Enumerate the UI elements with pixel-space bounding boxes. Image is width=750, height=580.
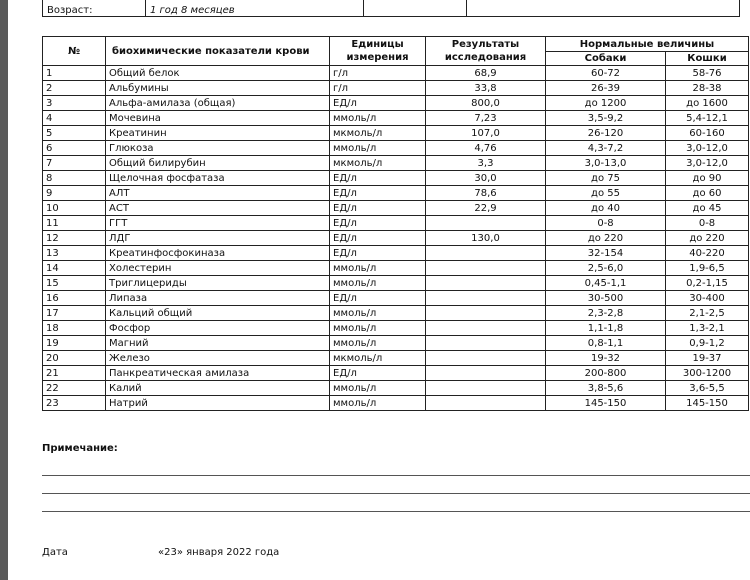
row-unit: ммоль/л [330, 141, 426, 156]
row-norm-cats: 40-220 [666, 246, 749, 261]
row-norm-dogs: 19-32 [546, 351, 666, 366]
row-unit: ЕД/л [330, 201, 426, 216]
row-norm-cats: 3,0-12,0 [666, 141, 749, 156]
row-number: 2 [43, 81, 106, 96]
table-row [43, 186, 749, 201]
row-indicator: Общий белок [106, 66, 330, 81]
age-row [43, 0, 740, 17]
row-norm-dogs: 3,0-13,0 [546, 156, 666, 171]
row-unit: мкмоль/л [330, 351, 426, 366]
row-result [426, 366, 546, 381]
row-result [426, 336, 546, 351]
row-norm-dogs: 0-8 [546, 216, 666, 231]
note-line [42, 511, 750, 512]
row-norm-cats: 0-8 [666, 216, 749, 231]
table-row [43, 171, 749, 186]
row-indicator: Общий билирубин [106, 156, 330, 171]
row-norm-cats: 0,2-1,15 [666, 276, 749, 291]
row-number: 9 [43, 186, 106, 201]
table-row [43, 321, 749, 336]
table-row [43, 126, 749, 141]
row-norm-dogs: 4,3-7,2 [546, 141, 666, 156]
row-result: 68,9 [426, 66, 546, 81]
row-indicator: Фосфор [106, 321, 330, 336]
row-indicator: Альбумины [106, 81, 330, 96]
date-value: «23» января 2022 года [158, 547, 280, 558]
row-indicator: Магний [106, 336, 330, 351]
row-unit: ЕД/л [330, 171, 426, 186]
row-number: 15 [43, 276, 106, 291]
row-norm-dogs: 3,8-5,6 [546, 381, 666, 396]
row-unit: ммоль/л [330, 306, 426, 321]
table-row [43, 276, 749, 291]
table-row [43, 66, 749, 81]
row-indicator: Липаза [106, 291, 330, 306]
table-row [43, 156, 749, 171]
row-result: 7,23 [426, 111, 546, 126]
row-number: 13 [43, 246, 106, 261]
biochemistry-table-body [43, 66, 749, 411]
row-result [426, 291, 546, 306]
table-row [43, 96, 749, 111]
biochemistry-table [42, 36, 749, 411]
row-result [426, 276, 546, 291]
row-result: 30,0 [426, 171, 546, 186]
row-result [426, 216, 546, 231]
row-unit: ЕД/л [330, 96, 426, 111]
row-number: 14 [43, 261, 106, 276]
row-norm-cats: до 45 [666, 201, 749, 216]
row-norm-cats: 145-150 [666, 396, 749, 411]
row-unit: ЕД/л [330, 246, 426, 261]
row-unit: ммоль/л [330, 111, 426, 126]
row-indicator: ЛДГ [106, 231, 330, 246]
row-number: 20 [43, 351, 106, 366]
row-norm-dogs: 32-154 [546, 246, 666, 261]
table-row [43, 261, 749, 276]
row-number: 22 [43, 381, 106, 396]
row-result [426, 396, 546, 411]
row-result [426, 381, 546, 396]
header-dogs: Собаки [546, 52, 666, 66]
row-number: 16 [43, 291, 106, 306]
row-result [426, 321, 546, 336]
row-number: 3 [43, 96, 106, 111]
table-row [43, 396, 749, 411]
row-norm-dogs: до 75 [546, 171, 666, 186]
table-row [43, 246, 749, 261]
row-norm-cats: 3,6-5,5 [666, 381, 749, 396]
row-number: 12 [43, 231, 106, 246]
row-norm-dogs: 1,1-1,8 [546, 321, 666, 336]
row-norm-dogs: 60-72 [546, 66, 666, 81]
row-number: 1 [43, 66, 106, 81]
row-indicator: Щелочная фосфатаза [106, 171, 330, 186]
row-norm-dogs: 200-800 [546, 366, 666, 381]
row-norm-cats: 0,9-1,2 [666, 336, 749, 351]
row-number: 11 [43, 216, 106, 231]
row-norm-cats: 19-37 [666, 351, 749, 366]
row-unit: ЕД/л [330, 291, 426, 306]
note-label: Примечание: [42, 443, 118, 454]
header-number: № [43, 37, 106, 66]
row-unit: ммоль/л [330, 276, 426, 291]
row-indicator: ГГТ [106, 216, 330, 231]
row-unit: ммоль/л [330, 336, 426, 351]
row-number: 6 [43, 141, 106, 156]
table-row [43, 81, 749, 96]
row-result: 130,0 [426, 231, 546, 246]
row-norm-cats: 28-38 [666, 81, 749, 96]
row-unit: ммоль/л [330, 396, 426, 411]
row-result: 4,76 [426, 141, 546, 156]
row-unit: ЕД/л [330, 366, 426, 381]
note-line [42, 475, 750, 476]
row-indicator: АЛТ [106, 186, 330, 201]
row-result: 22,9 [426, 201, 546, 216]
note-line [42, 493, 750, 494]
row-number: 19 [43, 336, 106, 351]
row-norm-dogs: 0,8-1,1 [546, 336, 666, 351]
table-row [43, 231, 749, 246]
header-indicator: биохимические показатели крови [106, 37, 330, 66]
row-norm-dogs: 3,5-9,2 [546, 111, 666, 126]
header-units: Единицы измерения [330, 37, 426, 66]
row-result [426, 306, 546, 321]
row-norm-cats: 3,0-12,0 [666, 156, 749, 171]
table-row [43, 291, 749, 306]
row-number: 21 [43, 366, 106, 381]
table-row [43, 366, 749, 381]
row-indicator: Натрий [106, 396, 330, 411]
table-row [43, 381, 749, 396]
row-unit: ЕД/л [330, 231, 426, 246]
row-result: 800,0 [426, 96, 546, 111]
row-norm-cats: до 90 [666, 171, 749, 186]
row-indicator: Железо [106, 351, 330, 366]
table-row [43, 351, 749, 366]
row-indicator: Панкреатическая амилаза [106, 366, 330, 381]
row-number: 10 [43, 201, 106, 216]
row-norm-cats: 1,3-2,1 [666, 321, 749, 336]
row-norm-cats: 5,4-12,1 [666, 111, 749, 126]
row-unit: мкмоль/л [330, 126, 426, 141]
row-norm-dogs: 0,45-1,1 [546, 276, 666, 291]
row-result [426, 351, 546, 366]
row-result: 33,8 [426, 81, 546, 96]
date-label: Дата [42, 547, 68, 558]
age-value: 1 год 8 месяцев [146, 0, 364, 17]
row-unit: г/л [330, 81, 426, 96]
document-page [8, 0, 750, 580]
table-row [43, 306, 749, 321]
age-label: Возраст: [43, 0, 146, 17]
header-cats: Кошки [666, 52, 749, 66]
row-result: 78,6 [426, 186, 546, 201]
row-norm-cats: 60-160 [666, 126, 749, 141]
row-indicator: Холестерин [106, 261, 330, 276]
row-indicator: Калий [106, 381, 330, 396]
row-norm-dogs: до 1200 [546, 96, 666, 111]
row-number: 23 [43, 396, 106, 411]
row-result: 107,0 [426, 126, 546, 141]
row-indicator: Креатинфосфокиназа [106, 246, 330, 261]
row-indicator: Триглицериды [106, 276, 330, 291]
table-row [43, 201, 749, 216]
empty-cell [364, 0, 467, 17]
row-norm-dogs: до 55 [546, 186, 666, 201]
table-row [43, 141, 749, 156]
row-unit: мкмоль/л [330, 156, 426, 171]
row-norm-cats: до 1600 [666, 96, 749, 111]
row-norm-cats: 30-400 [666, 291, 749, 306]
row-number: 8 [43, 171, 106, 186]
row-result: 3,3 [426, 156, 546, 171]
header-normal-values: Нормальные величины [546, 37, 749, 52]
row-unit: ЕД/л [330, 186, 426, 201]
row-number: 18 [43, 321, 106, 336]
row-number: 7 [43, 156, 106, 171]
row-norm-cats: 58-76 [666, 66, 749, 81]
table-row [43, 111, 749, 126]
empty-cell [467, 0, 740, 17]
row-unit: г/л [330, 66, 426, 81]
row-indicator: Альфа-амилаза (общая) [106, 96, 330, 111]
row-indicator: Креатинин [106, 126, 330, 141]
row-unit: ммоль/л [330, 261, 426, 276]
row-result [426, 246, 546, 261]
row-indicator: АСТ [106, 201, 330, 216]
row-indicator: Мочевина [106, 111, 330, 126]
row-norm-dogs: до 40 [546, 201, 666, 216]
row-norm-dogs: 26-120 [546, 126, 666, 141]
row-norm-dogs: 26-39 [546, 81, 666, 96]
row-norm-dogs: 145-150 [546, 396, 666, 411]
table-row [43, 216, 749, 231]
row-indicator: Кальций общий [106, 306, 330, 321]
patient-info-table [42, 0, 740, 17]
row-number: 5 [43, 126, 106, 141]
row-number: 17 [43, 306, 106, 321]
row-unit: ммоль/л [330, 321, 426, 336]
row-result [426, 261, 546, 276]
row-norm-cats: 2,1-2,5 [666, 306, 749, 321]
table-row [43, 336, 749, 351]
row-norm-cats: до 220 [666, 231, 749, 246]
row-unit: ммоль/л [330, 381, 426, 396]
row-norm-dogs: 2,5-6,0 [546, 261, 666, 276]
row-norm-dogs: до 220 [546, 231, 666, 246]
row-norm-dogs: 2,3-2,8 [546, 306, 666, 321]
row-norm-cats: 300-1200 [666, 366, 749, 381]
row-norm-cats: 1,9-6,5 [666, 261, 749, 276]
row-norm-cats: до 60 [666, 186, 749, 201]
row-number: 4 [43, 111, 106, 126]
row-norm-dogs: 30-500 [546, 291, 666, 306]
row-indicator: Глюкоза [106, 141, 330, 156]
header-results: Результаты исследования [426, 37, 546, 66]
row-unit: ЕД/л [330, 216, 426, 231]
